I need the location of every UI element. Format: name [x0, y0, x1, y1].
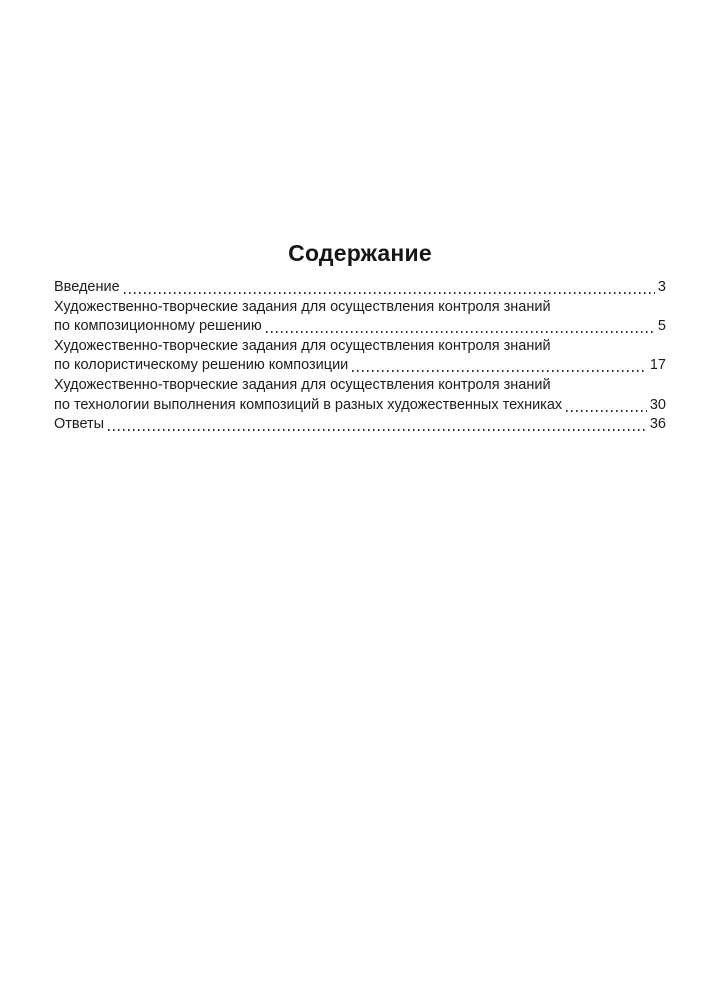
- toc-entry-page-number: 5: [657, 318, 666, 335]
- toc-entry-label: Ответы: [54, 416, 105, 433]
- toc-entry-page-number: 36: [649, 416, 666, 433]
- dot-leader: [352, 370, 647, 372]
- toc-entry: [54, 337, 666, 357]
- toc-entry-page-number: 30: [649, 396, 666, 413]
- toc-entry-label: по технологии выполнения композиций в разных художественных техниках: [54, 396, 563, 413]
- dot-leader: [124, 292, 655, 294]
- toc-entry: [54, 376, 666, 396]
- toc-entry-continuation: [54, 317, 666, 337]
- toc-entry-label: Введение: [54, 279, 120, 295]
- page-title: Содержание: [288, 240, 432, 266]
- toc-entry: [54, 415, 666, 435]
- toc-entry-continuation: [54, 356, 666, 376]
- dot-leader: [566, 410, 647, 412]
- dot-leader: [266, 331, 655, 333]
- toc-entry: [54, 298, 666, 318]
- dot-leader: [108, 429, 647, 431]
- toc-entry-continuation: [54, 396, 666, 416]
- toc-entry-label: по колористическому решению композиции: [54, 357, 349, 374]
- toc-entry-page-number: 3: [657, 279, 666, 295]
- toc-entry: [54, 278, 666, 298]
- toc-entry-label: Художественно-творческие задания для осуществления контроля знаний: [54, 337, 551, 354]
- toc-entry-label: по композиционному решению: [54, 318, 262, 335]
- toc-entry-page-number: 17: [649, 357, 666, 374]
- toc-entry-label: Художественно-творческие задания для осуществления контроля знаний: [54, 376, 551, 393]
- toc-entry-label: Художественно-творческие задания для осуществления контроля знаний: [54, 298, 551, 315]
- toc-list: [54, 278, 666, 435]
